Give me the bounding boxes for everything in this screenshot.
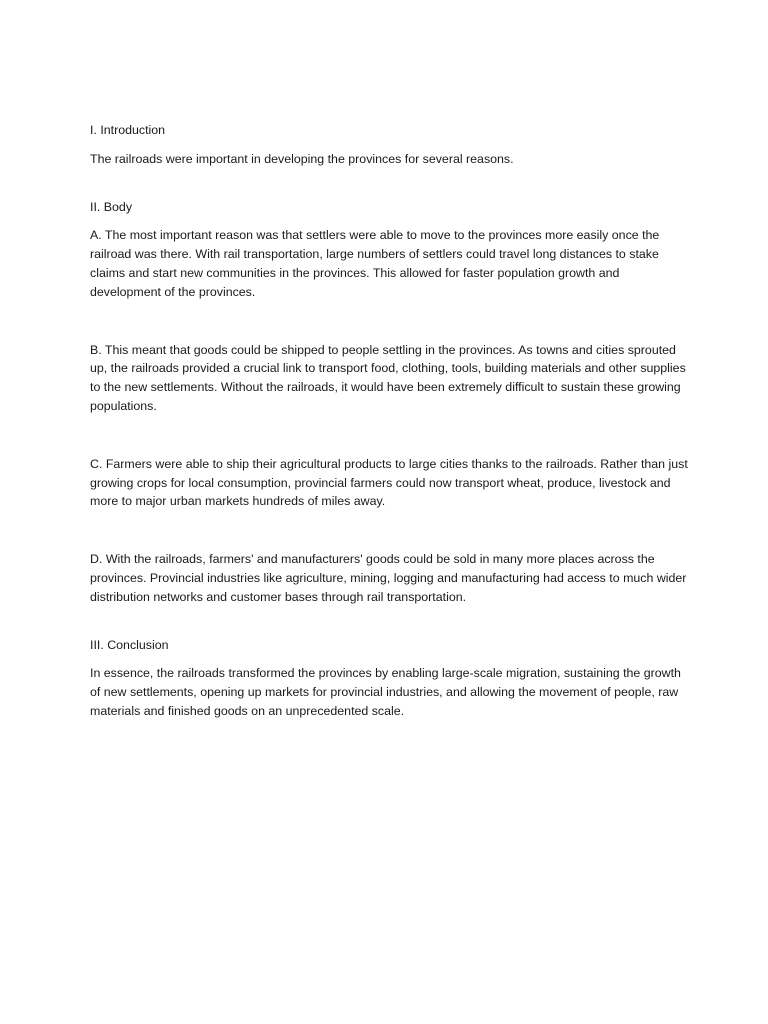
document-body — [90, 121, 690, 721]
body-paragraph-b: B. This meant that goods could be shipped to people settling in the provinces. As towns and cities sprouted up, the railroads provided a crucial link to transport food, clothing, tools, building materials and other supplies to the new settlements. Without the railroads, it would have been extremely difficult to sustain these growing populations. — [90, 342, 686, 413]
body-heading: II. Body — [90, 199, 133, 214]
intro-heading: I. Introduction — [90, 123, 166, 137]
intro-paragraph: The railroads were important in developing the provinces for several reasons. — [90, 151, 514, 166]
body-paragraph-a: A. The most important reason was that settlers were able to move to the provinces more easily once the railroad was there. With rail transportation, large numbers of settlers could travel long distances to stake claims and start new communities in the provinces. This allowed for faster population growth and development of the provinces. — [90, 228, 660, 299]
conclusion-heading: III. Conclusion — [90, 637, 169, 652]
conclusion-paragraph: In essence, the railroads transformed the provinces by enabling large-scale migration, sustaining the growth of new settlements, opening up markets for provincial industries, and allowing the movement of people, raw materials and finished goods on an unprecedented scale. — [90, 666, 681, 718]
body-paragraph-c: C. Farmers were able to ship their agricultural products to large cities thanks to the railroads. Rather than just growing crops for local consumption, provincial farmers could now transport wheat, produce, livestock and more to major urban markets hundreds of miles away. — [90, 456, 688, 509]
body-paragraph-d: D. With the railroads, farmers' and manufacturers' goods could be sold in many more places across the provinces. Provincial industries like agriculture, mining, logging and manufacturing had access to much wider distribution networks and customer bases through rail transportation. — [90, 552, 687, 604]
